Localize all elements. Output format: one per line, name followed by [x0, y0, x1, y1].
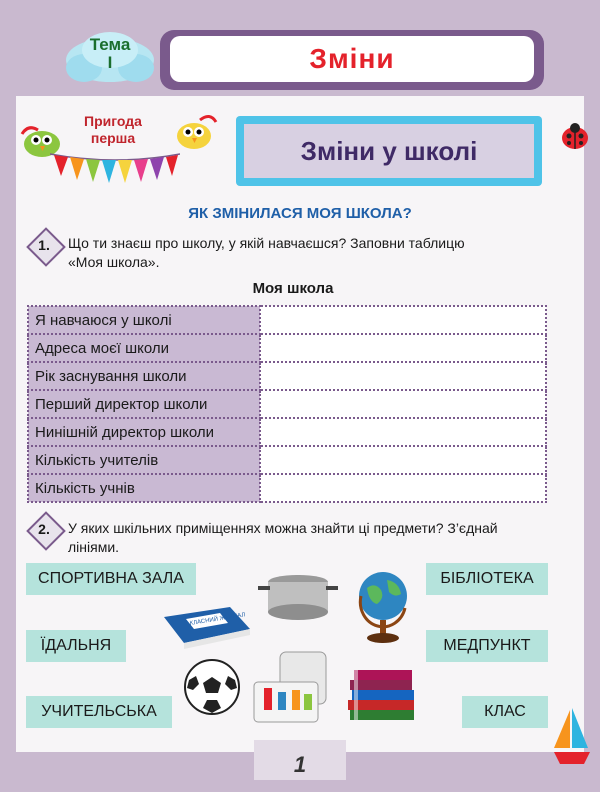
school-table: [27, 305, 547, 503]
adventure-label: [58, 113, 168, 147]
table-row-answer-field[interactable]: [260, 362, 546, 390]
adventure-label-line1: Пригода: [84, 113, 142, 129]
table-row: [28, 474, 546, 502]
table-row: [28, 362, 546, 390]
table-title: Моя школа: [252, 280, 334, 297]
table-row-answer-field[interactable]: [260, 334, 546, 362]
page-frame-left: [0, 0, 16, 792]
globe-icon[interactable]: [355, 568, 411, 644]
room-library[interactable]: БІБЛІОТЕКА: [426, 563, 548, 595]
task1-text: [68, 234, 465, 272]
table-row-answer-field[interactable]: [260, 474, 546, 502]
table-row-label: Перший директор школи: [28, 390, 260, 418]
football-icon[interactable]: [183, 658, 241, 716]
table-row: [28, 390, 546, 418]
topic-badge: [62, 36, 158, 72]
section-title: ЯК ЗМІНИЛАСЯ МОЯ ШКОЛА?: [188, 205, 412, 222]
books-stack-icon[interactable]: [344, 664, 420, 724]
task2-text: [68, 519, 498, 557]
lesson-title: Зміни у школі: [300, 135, 478, 166]
task2-text-line2: лініями.: [68, 539, 120, 555]
saucepan-icon[interactable]: [258, 568, 338, 624]
table-row-answer-field[interactable]: [260, 418, 546, 446]
table-row-label: Рік заснування школи: [28, 362, 260, 390]
table-row-answer-field[interactable]: [260, 390, 546, 418]
room-classroom[interactable]: КЛАС: [462, 696, 548, 728]
table-row: [28, 334, 546, 362]
class-journal-icon[interactable]: [160, 605, 252, 651]
lesson-title-panel: [244, 124, 534, 178]
title-panel: [170, 36, 534, 82]
topic-label: Тема: [89, 35, 131, 54]
room-medical-office[interactable]: МЕДПУНКТ: [426, 630, 548, 662]
task2-text-line1: У яких шкільних приміщеннях можна знайти ці предмети? З’єднай: [68, 520, 498, 536]
table-row-label: Кількість учителів: [28, 446, 260, 474]
room-teachers-room[interactable]: УЧИТЕЛЬСЬКА: [26, 696, 172, 728]
task1-text-line1: Що ти знаєш про школу, у якій навчаєшся? Заповни таблицю: [68, 235, 465, 251]
task1-text-line2: «Моя школа».: [68, 254, 160, 270]
table-row-answer-field[interactable]: [260, 446, 546, 474]
table-row-label: Нинішній директор школи: [28, 418, 260, 446]
page-title: Зміни: [309, 43, 395, 74]
task1-number: 1.: [38, 237, 50, 253]
page-frame-right: [584, 0, 600, 792]
room-sports-hall[interactable]: СПОРТИВНА ЗАЛА: [26, 563, 196, 595]
table-row: [28, 446, 546, 474]
room-canteen[interactable]: ЇДАЛЬНЯ: [26, 630, 126, 662]
journal-label: КЛАСНИЙ ЖУРНАЛ: [189, 612, 246, 627]
bird-icon: [170, 110, 218, 154]
table-row-answer-field[interactable]: [260, 306, 546, 334]
table-row: [28, 306, 546, 334]
bunting-flags: [50, 150, 180, 190]
first-aid-kit-icon[interactable]: [250, 648, 332, 728]
page-number: 1: [293, 752, 307, 777]
table-row: [28, 418, 546, 446]
table-row-label: Адреса моєї школи: [28, 334, 260, 362]
table-row-label: Я навчаюся у школі: [28, 306, 260, 334]
adventure-label-line2: перша: [90, 130, 136, 146]
table-row-label: Кількість учнів: [28, 474, 260, 502]
task2-number: 2.: [38, 521, 50, 537]
ladybug-icon: [560, 122, 590, 150]
topic-number: I: [107, 53, 113, 72]
